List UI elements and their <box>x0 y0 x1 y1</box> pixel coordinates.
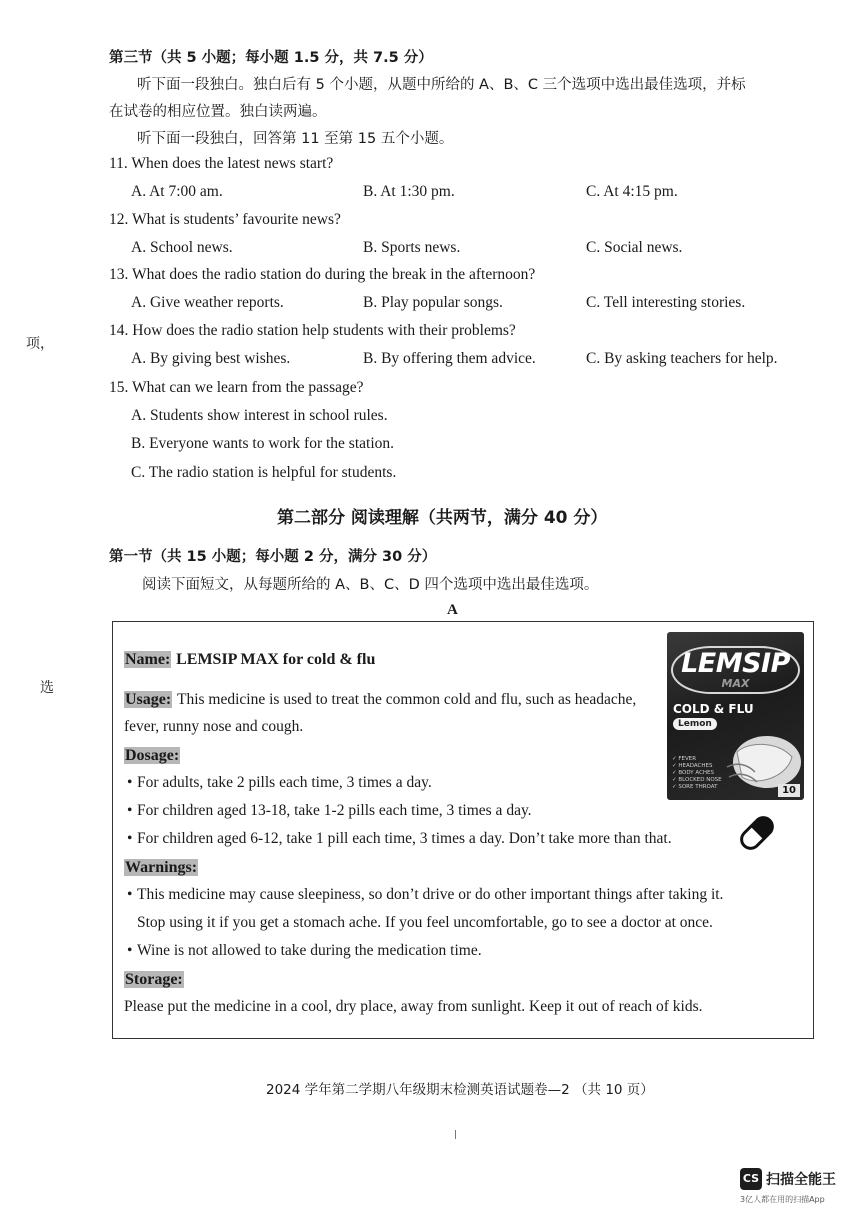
center-tick-mark <box>455 1130 456 1139</box>
question-stem: 13. What does the radio station do during the break in the afternoon? <box>109 266 536 283</box>
dosage-item <box>127 774 432 792</box>
section3-instruction-line2: 在试卷的相应位置。独白读两遍。 <box>109 104 327 120</box>
warning-item <box>127 942 482 960</box>
warnings-row <box>124 858 198 877</box>
option-c: C. Social news. <box>586 239 683 256</box>
symptom: ✓ FEVER <box>672 756 697 762</box>
question-stem: 12. What is students’ favourite news? <box>109 211 341 228</box>
storage-text: Please put the medicine in a cool, dry place, away from sunlight. Keep it out of reach of kids. <box>124 998 703 1015</box>
camscanner-logo-icon: CS <box>740 1168 762 1190</box>
symptom: ✓ BODY ACHES <box>672 770 715 776</box>
page-footer-label: 2024 学年第二学期八年级期末检测英语试题卷—2 （共 10 页） <box>266 1082 654 1098</box>
part2-title: 第二部分 阅读理解（共两节，满分 40 分） <box>277 508 608 528</box>
usage-label: Usage: <box>125 691 172 708</box>
option-c: C. By asking teachers for help. <box>586 350 778 367</box>
dosage-item <box>127 802 532 820</box>
question-stem: 15. What can we learn from the passage? <box>109 379 364 396</box>
scanner-tagline: 3亿人都在用的扫描App <box>740 1195 825 1204</box>
option-b: B. By offering them advice. <box>363 350 536 367</box>
scanner-app-name: 扫描全能王 <box>766 1172 836 1188</box>
symptom-list <box>672 756 722 791</box>
dosage-text: For children aged 6-12, take 1 pill each time, 3 times a day. Don’t take more than that. <box>137 830 672 847</box>
storage-label: Storage: <box>125 971 183 988</box>
bullet: • <box>127 774 133 791</box>
brand-name: LEMSIP <box>681 648 790 679</box>
dosage-item <box>127 830 672 848</box>
part2-section1-instruction: 阅读下面短文，从每题所给的 A、B、C、D 四个选项中选出最佳选项。 <box>142 577 599 593</box>
option-b: B. Play popular songs. <box>363 294 503 311</box>
option-c: C. At 4:15 pm. <box>586 183 678 200</box>
margin-note: 选 <box>40 680 54 696</box>
section3-heading: 第三节（共 5 小题；每小题 1.5 分，共 7.5 分） <box>109 50 433 66</box>
name-value: LEMSIP MAX for cold & flu <box>176 651 376 668</box>
margin-note: ‍项， <box>26 336 54 352</box>
warning-text-line1: This medicine may cause sleepiness, so don’t drive or do other important things after taking it. <box>137 886 724 903</box>
passage-label: A <box>447 602 458 618</box>
lemsip-package-image <box>667 632 804 800</box>
option-b: B. Everyone wants to work for the station. <box>131 435 395 452</box>
bullet: • <box>127 886 133 903</box>
option-a: A. School news. <box>131 239 233 256</box>
usage-row <box>124 690 636 709</box>
question-stem: 14. How does the radio station help students with their problems? <box>109 322 516 339</box>
warning-text-line2: Stop using it if you get a stomach ache. If you feel uncomfortable, go to see a doctor at once. <box>137 914 713 931</box>
option-a: A. By giving best wishes. <box>131 350 291 367</box>
brand-sub: MAX <box>721 677 750 690</box>
option-a: A. Give weather reports. <box>131 294 284 311</box>
symptom: ✓ SORE THROAT <box>672 784 718 790</box>
dosage-text: For children aged 13-18, take 1-2 pills each time, 3 times a day. <box>137 802 532 819</box>
warning-item <box>127 886 723 904</box>
symptom: ✓ HEADACHES <box>672 763 713 769</box>
option-c: C. The radio station is helpful for students. <box>131 464 397 481</box>
bullet: • <box>127 942 133 959</box>
warning-text: Wine is not allowed to take during the medication time. <box>137 942 482 959</box>
bullet: • <box>127 802 133 819</box>
usage-text-line1: This medicine is used to treat the common cold and flu, such as headache, <box>177 691 637 708</box>
name-row <box>124 650 375 669</box>
bullet: • <box>127 830 133 847</box>
pill-count: 10 <box>778 784 800 797</box>
dosage-text: For adults, take 2 pills each time, 3 times a day. <box>137 774 432 791</box>
warnings-label: Warnings: <box>125 859 198 876</box>
dosage-row <box>124 746 180 765</box>
storage-row <box>124 970 184 989</box>
pill-capsule-icon <box>736 812 778 854</box>
part2-section1-heading: 第一节（共 15 小题；每小题 2 分，满分 30 分） <box>109 549 437 565</box>
dosage-label: Dosage: <box>125 747 180 764</box>
section3-instruction-line3: 听下面一段独白，回答第 11 至第 15 五个小题。 <box>137 131 454 147</box>
flavour-tag: Lemon <box>673 718 717 730</box>
option-c: C. Tell interesting stories. <box>586 294 746 311</box>
option-a: A. At 7:00 am. <box>131 183 223 200</box>
usage-text-line2: fever, runny nose and cough. <box>124 718 304 735</box>
section3-instruction-line1: 听下面一段独白。独白后有 5 个小题，从题中所给的 A、B、C 三个选项中选出最佳选项，并标 <box>137 77 746 93</box>
option-b: B. At 1:30 pm. <box>363 183 455 200</box>
option-b: B. Sports news. <box>363 239 461 256</box>
option-a: A. Students show interest in school rules. <box>131 407 388 424</box>
name-label: Name: <box>125 651 171 668</box>
product-name: COLD & FLU <box>673 702 754 716</box>
symptom: ✓ BLOCKED NOSE <box>672 777 722 783</box>
question-stem: 11. When does the latest news start? <box>109 155 334 172</box>
